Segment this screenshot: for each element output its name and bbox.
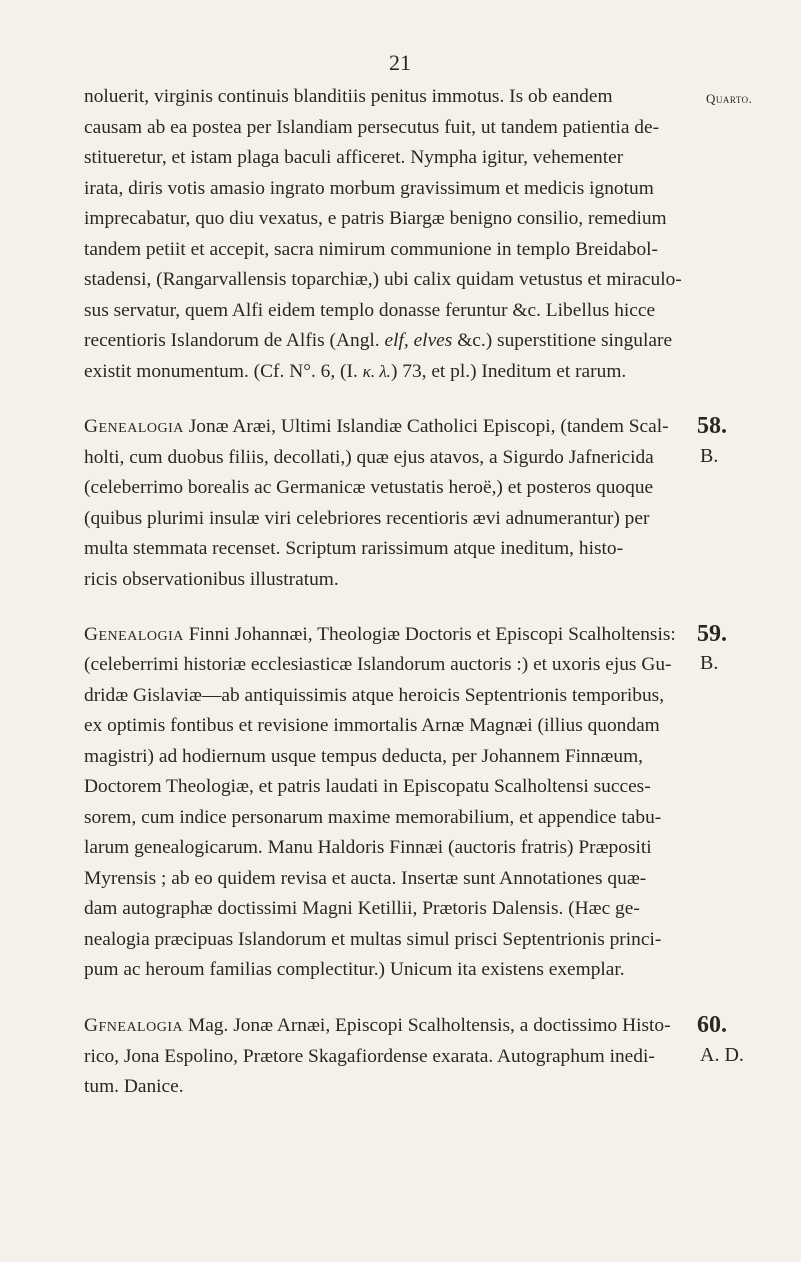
text-line: causam ab ea postea per Islandiam persecutus fuit, ut tandem patientia de- — [84, 117, 660, 138]
text-line: Myrensis ; ab eo quidem revisa et aucta. Insertæ sunt Annotationes quæ- — [84, 868, 647, 889]
text-line: dridæ Gislaviæ—ab antiquissimis atque heroicis Septentrionis temporibus, — [84, 685, 665, 706]
text-line — [84, 417, 669, 436]
text-run: Jonæ Aræi, Ultimi Islandiæ Catholici Episcopi, (tandem Scal- — [183, 416, 669, 437]
text-line: magistri) ad hodiernum usque tempus deducta, per Johannem Finnæum, — [84, 746, 643, 767]
text-line: (celeberrimo borealis ac Germanicæ vetustatis heroë,) et posteros quoque — [84, 477, 654, 498]
entry-heading: Genealogia — [84, 624, 184, 645]
text-line: imprecabatur, quo diu vexatus, e patris Biargæ benigno consilio, remedium — [84, 208, 667, 229]
text-line: sus servatur, quem Alfi eidem templo donasse feruntur &c. Libellus hicce — [84, 300, 656, 321]
text-run: recentioris Islandorum de Alfis (Angl. — [84, 330, 385, 351]
text-line: ex optimis fontibus et revisione immortalis Arnæ Magnæi (illius quondam — [84, 715, 660, 736]
text-line: ricis observationibus illustratum. — [84, 569, 339, 590]
text-line: sorem, cum indice personarum maxime memorabilium, et appendice tabu- — [84, 807, 662, 828]
entry-number-60: 60. — [697, 1012, 727, 1038]
text-line: stitueretur, et istam plaga baculi afficeret. Nympha igitur, vehementer — [84, 147, 624, 168]
text-line: (celeberrimi historiæ ecclesiasticæ Islandorum auctoris :) et uxoris ejus Gu- — [84, 654, 672, 675]
text-line: dam autographæ doctissimi Magni Ketillii, Prætoris Dalensis. (Hæc ge- — [84, 898, 640, 919]
text-line — [84, 331, 672, 350]
text-line: nealogia præcipuas Islandorum et multas simul prisci Septentrionis princi- — [84, 929, 662, 950]
text-line: noluerit, virginis continuis blanditiis penitus immotus. Is ob eandem — [84, 86, 613, 107]
text-run: ) 73, et pl.) Ineditum et rarum. — [390, 361, 627, 382]
entry-number-58: 58. — [697, 413, 727, 439]
text-line: tum. Danice. — [84, 1076, 184, 1097]
text-line — [84, 1016, 671, 1035]
text-line: rico, Jona Espolino, Prætore Skagafiordense exarata. Autographum inedi- — [84, 1046, 655, 1067]
text-line: Doctorem Theologiæ, et patris laudati in Episcopatu Scalholtensi succes- — [84, 776, 651, 797]
text-line: pum ac heroum familias complectitur.) Unicum ita existens exemplar. — [84, 959, 625, 980]
text-line: tandem petiit et accepit, sacra nimirum communione in templo Breidabol- — [84, 239, 659, 260]
entry-letter: B. — [700, 652, 719, 674]
page-number: 21 — [389, 50, 411, 75]
entry-heading: Genealogia — [84, 416, 184, 437]
greek-letters: κ. λ. — [362, 362, 391, 381]
text-line — [84, 625, 676, 644]
text-line: multa stemmata recenset. Scriptum rarissimum atque ineditum, histo- — [84, 538, 624, 559]
text-run: existit monumentum. (Cf. N°. 6, (I. — [84, 361, 363, 382]
entry-letter: B. — [700, 445, 719, 467]
italic-term: elf, elves — [384, 330, 453, 351]
text-run: Finni Johannæi, Theologiæ Doctoris et Episcopi Scalholtensis: — [183, 624, 676, 645]
text-line — [84, 362, 626, 381]
text-line: stadensi, (Rangarvallensis toparchiæ,) ubi calix quidam vetustus et miraculo- — [84, 269, 682, 290]
text-line: (quibus plurimi insulæ viri celebriores recentioris ævi adnumerantur) per — [84, 508, 650, 529]
text-line: irata, diris votis amasio ingrato morbum gravissimum et medicis ignotum — [84, 178, 654, 199]
text-line: holti, cum duobus filiis, decollati,) quæ ejus atavos, a Sigurdo Jafnericida — [84, 447, 654, 468]
entry-heading: Gfnealogia — [84, 1015, 184, 1036]
text-run: Mag. Jonæ Arnæi, Episcopi Scalholtensis, a doctissimo Histo- — [183, 1015, 671, 1036]
margin-quarto: Quarto. — [706, 91, 753, 106]
entry-letter: A. D. — [700, 1044, 744, 1066]
text-run: &c.) superstitione singulare — [452, 330, 673, 351]
entry-number-59: 59. — [697, 621, 727, 647]
text-line: larum genealogicarum. Manu Haldoris Finnæi (auctoris fratris) Præpositi — [84, 837, 652, 858]
